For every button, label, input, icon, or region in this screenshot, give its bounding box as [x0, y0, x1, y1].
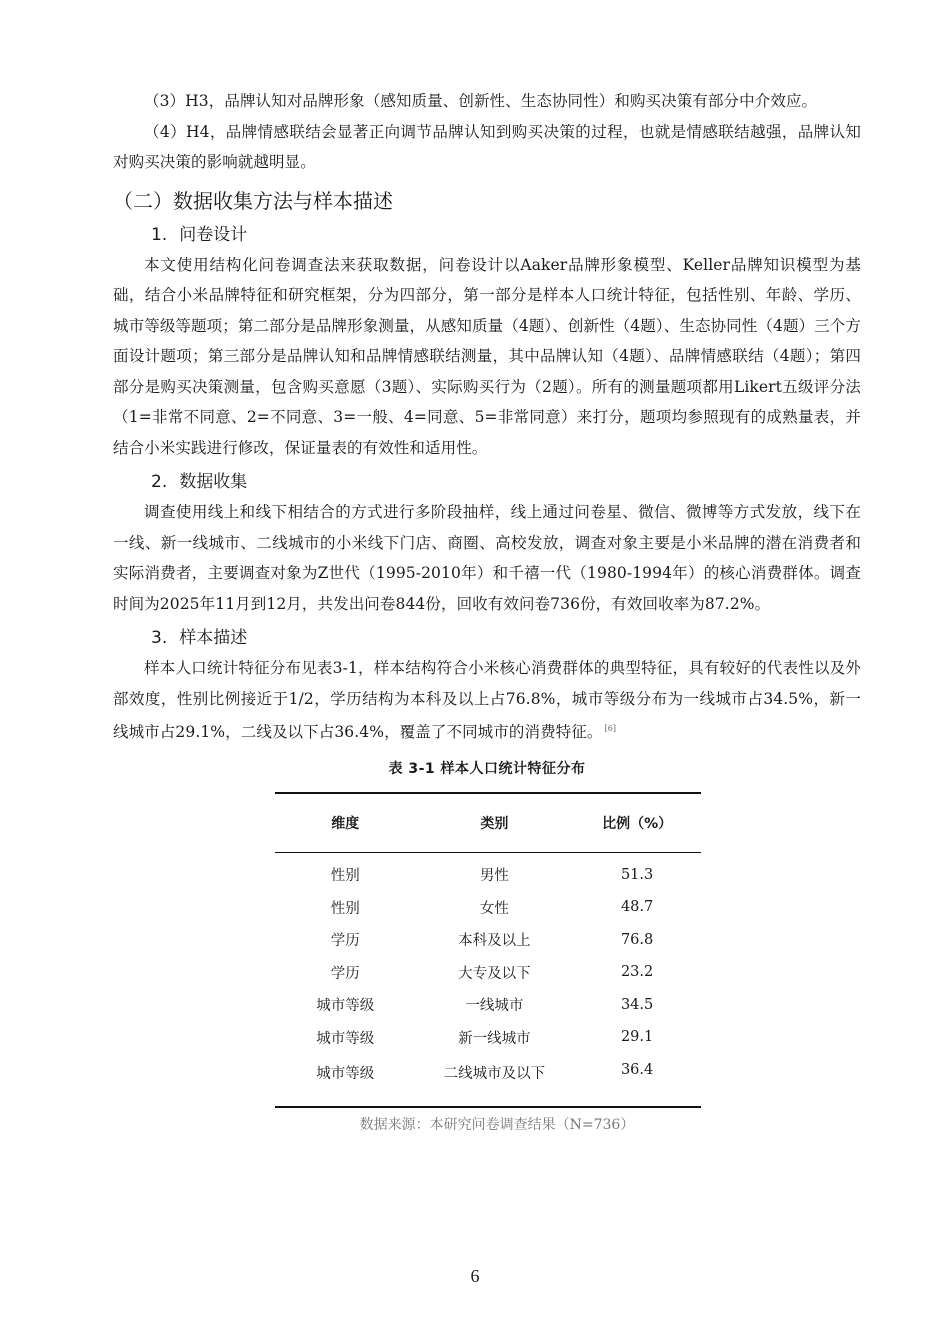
sample-text: 样本人口统计特征分布见表3-1，样本结构符合小米核心消费群体的典型特征，具有较好的代表性以及外部效度，性别比例接近于1/2，学历结构为本科及以上占76.8%，城市等级分布为一线城市占34.5%，新一线城市占29.1%，二线及以下占36.4%，覆盖了不同城市的消费特征。	[113, 659, 861, 742]
cell-category: 大专及以下	[458, 965, 531, 982]
table-row	[275, 891, 701, 924]
cell-percent: 51.3	[620, 866, 654, 883]
table-source-note: 数据来源：本研究问卷调查结果（N=736）	[359, 1116, 635, 1133]
table-row	[275, 852, 701, 891]
page-number: 6	[470, 1266, 480, 1286]
section-heading: （二）数据收集方法与样本描述	[113, 188, 393, 213]
cell-dimension: 城市等级	[316, 998, 375, 1015]
cell-category: 本科及以上	[458, 933, 531, 950]
subsection-number: 3.	[151, 628, 168, 648]
cell-dimension: 性别	[330, 900, 360, 917]
subsection-heading-sample	[151, 625, 861, 651]
cell-percent: 29.1	[620, 1029, 654, 1046]
cell-dimension: 性别	[330, 868, 360, 885]
subsection-heading-questionnaire	[151, 222, 861, 248]
header-dimension: 维度	[275, 793, 416, 853]
cell-percent: 23.2	[620, 964, 654, 981]
document-page	[113, 86, 861, 1134]
table-caption: 表 3-1 样本人口统计特征分布	[388, 760, 586, 777]
demographics-table	[275, 792, 701, 1108]
cell-category: 女性	[479, 900, 509, 917]
questionnaire-paragraph: 本文使用结构化问卷调查法来获取数据，问卷设计以Aaker品牌形象模型、Keller品牌知识模型为基础，结合小米品牌特征和研究框架，分为四部分，第一部分是样本人口统计特征，包括性别、年龄、学历、城市等级等题项；第二部分是品牌形象测量，从感知质量（4题）、创新性（4题）、生态协同性（4题）三个方面设计题项；第三部分是品牌认知和品牌情感联结测量，其中品牌认知（4题）、品牌情感联结（4题）；第四部分是购买决策测量，包含购买意愿（3题）、实际购买行为（2题）。所有的测量题项都用Likert五级评分法（1=非常不同意、2=不同意、3=一般、4=同意、5=非常同意）来打分，题项均参照现有的成熟量表，并结合小米实践进行修改，保证量表的有效性和适用性。	[113, 255, 861, 457]
cell-category: 新一线城市	[458, 1030, 531, 1047]
subsection-number: 1.	[151, 224, 168, 245]
subsection-title: 问卷设计	[179, 224, 248, 245]
cell-percent: 34.5	[620, 996, 654, 1013]
table-row	[275, 1054, 701, 1107]
hypothesis-h4: （4）H4，品牌情感联结会显著正向调节品牌认知到购买决策的过程，也就是情感联结越强，品牌认知对购买决策的影响就越明显。	[113, 122, 861, 171]
sample-paragraph	[113, 653, 861, 748]
cell-percent: 36.4	[573, 1054, 701, 1107]
header-category: 类别	[416, 793, 574, 853]
subsection-title: 数据收集	[179, 472, 248, 492]
cell-dimension: 城市等级	[275, 1054, 416, 1107]
table-row	[275, 924, 701, 957]
data-collection-paragraph: 调查使用线上和线下相结合的方式进行多阶段抽样，线上通过问卷星、微信、微博等方式发放，线下在一线、新一线城市、二线城市的小米线下门店、商圈、高校发放，调查对象主要是小米品牌的潜在消费者和实际消费者，主要调查对象为Z世代（1995-2010年）和千禧一代（1980-1994年）的核心消费群体。调查时间为2025年11月到12月，共发出问卷844份，回收有效问卷736份，有效回收率为87.2%。	[113, 503, 861, 613]
table-row	[275, 989, 701, 1022]
cell-dimension: 城市等级	[316, 1030, 375, 1047]
cell-percent: 76.8	[620, 931, 654, 948]
table-header-row	[275, 793, 701, 853]
cell-dimension: 学历	[330, 933, 360, 950]
cell-percent: 48.7	[620, 899, 654, 916]
cell-category: 一线城市	[465, 998, 524, 1015]
cell-category: 男性	[479, 868, 509, 885]
subsection-number: 2.	[151, 472, 168, 492]
cell-category: 二线城市及以下	[416, 1054, 574, 1107]
cell-dimension: 学历	[330, 965, 360, 982]
table-row	[275, 956, 701, 989]
citation-ref[interactable]: [6]	[604, 724, 617, 733]
hypothesis-h3: （3）H3，品牌认知对品牌形象（感知质量、创新性、生态协同性）和购买决策有部分中介效应。	[144, 92, 818, 110]
subsection-title: 样本描述	[179, 628, 248, 648]
table-row	[275, 1021, 701, 1054]
subsection-heading-data-collection	[151, 469, 861, 495]
header-percent: 比例（%）	[573, 793, 701, 853]
